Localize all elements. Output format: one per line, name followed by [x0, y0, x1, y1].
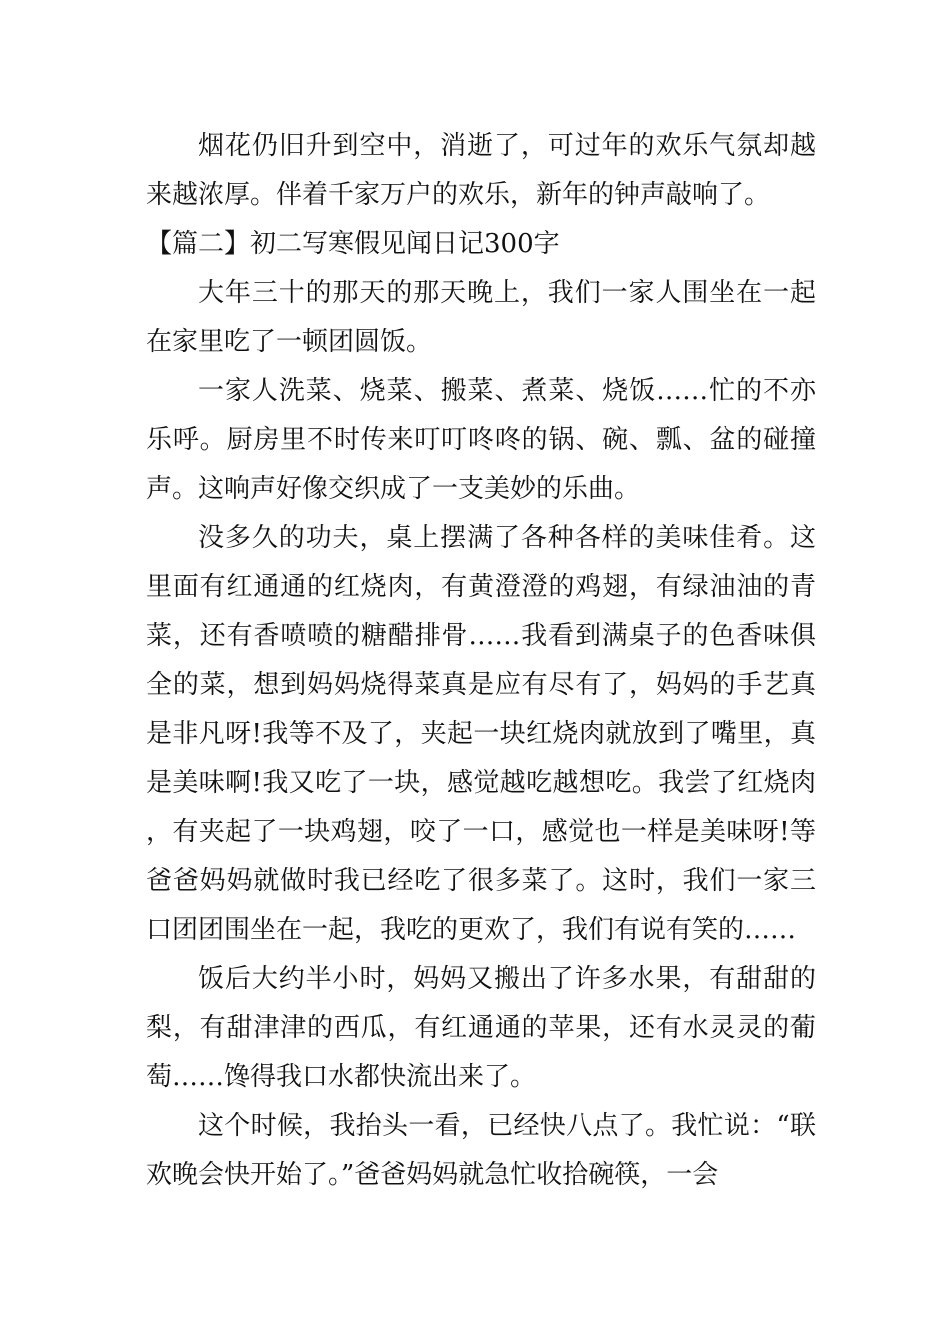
- paragraph-new-years-eve: 大年三十的那天的那天晚上，我们一家人围坐在一起在家里吃了一顿团圆饭。: [146, 278, 816, 357]
- paragraph-fireworks: 烟花仍旧升到空中，消逝了，可过年的欢乐气氛却越来越浓厚。伴着千家万户的欢乐，新年的钟声敲响了。: [146, 131, 816, 210]
- document-body: [146, 122, 816, 1200]
- paragraph-cooking: 一家人洗菜、烧菜、搬菜、煮菜、烧饭……忙的不亦乐呼。厨房里不时传来叮叮咚咚的锅、碗、瓢、盆的碰撞声。这响声好像交织成了一支美妙的乐曲。: [146, 376, 816, 504]
- paragraph-gala: 这个时候，我抬头一看，已经快八点了。我忙说：“联欢晚会快开始了。”爸爸妈妈就急忙收拾碗筷，一会: [146, 1111, 816, 1190]
- section-heading-part-two: 【篇二】初二写寒假见闻日记300字: [146, 229, 560, 259]
- paragraph-dinner: 没多久的功夫，桌上摆满了各种各样的美味佳肴。这里面有红通通的红烧肉，有黄澄澄的鸡翅，有绿油油的青菜，还有香喷喷的糖醋排骨……我看到满桌子的色香味俱全的菜，想到妈妈烧得菜真是应有尽有了，妈妈的手艺真是非凡呀!我等不及了，夹起一块红烧肉就放到了嘴里，真是美味啊!我又吃了一块，感觉越吃越想吃。我尝了红烧肉，有夹起了一块鸡翅，咬了一口，感觉也一样是美味呀!等爸爸妈妈就做时我已经吃了很多菜了。这时，我们一家三口团团围坐在一起，我吃的更欢了，我们有说有笑的……: [146, 523, 816, 945]
- paragraph-fruit: 饭后大约半小时，妈妈又搬出了许多水果，有甜甜的梨，有甜津津的西瓜，有红通通的苹果，还有水灵灵的葡萄……馋得我口水都快流出来了。: [146, 964, 816, 1092]
